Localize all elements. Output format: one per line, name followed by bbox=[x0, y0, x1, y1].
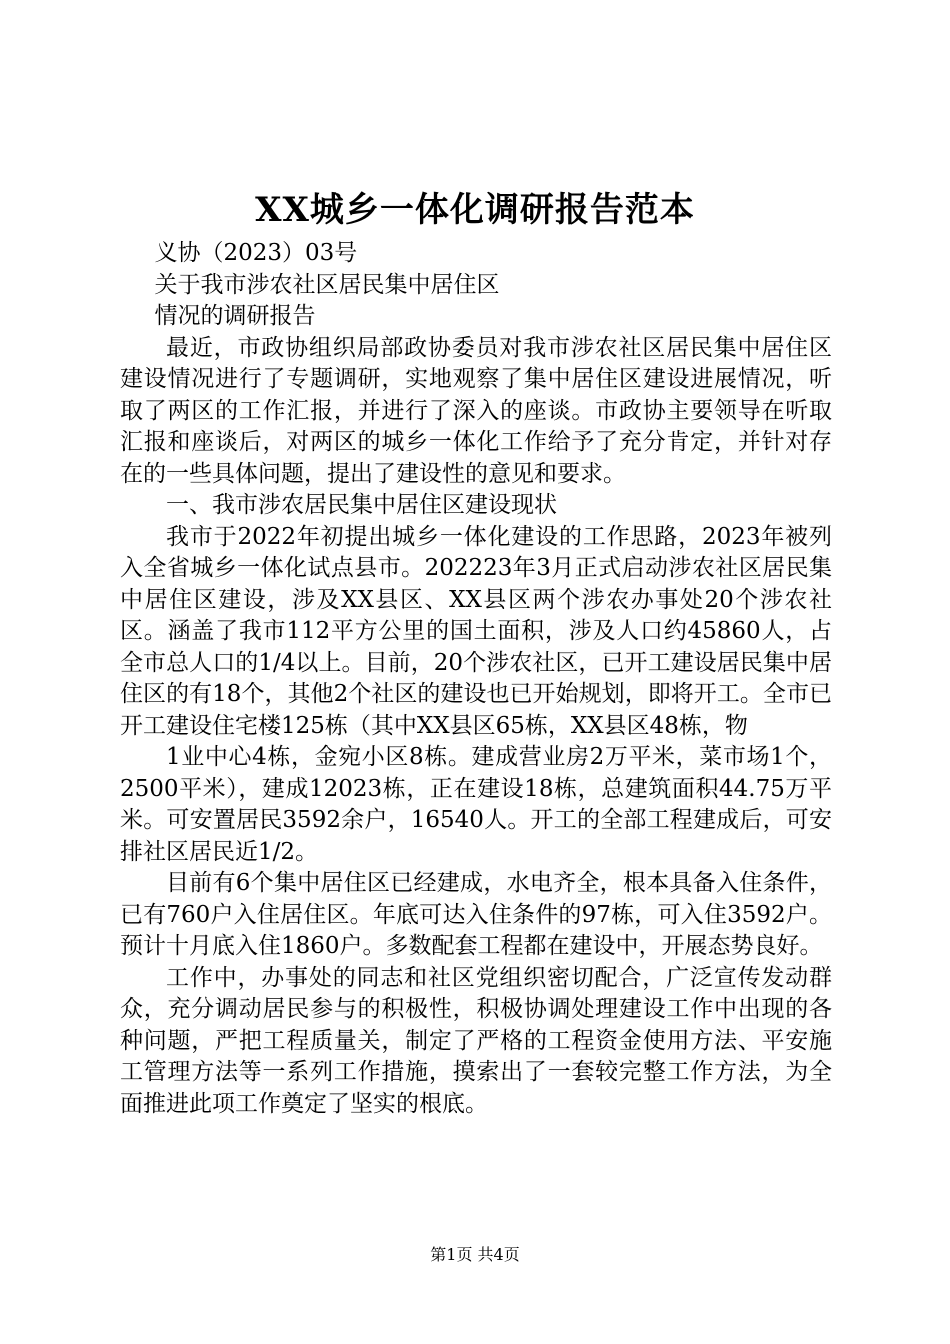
page-footer: 第1页 共4页 bbox=[430, 1245, 520, 1264]
document-title: XX城乡一体化调研报告范本 bbox=[255, 190, 695, 230]
section-heading-1: 一、我市涉农居民集中居住区建设现状 bbox=[166, 492, 557, 518]
doc-number: 义协（2023）03号 bbox=[154, 240, 358, 266]
paragraph-status-continued: 1业中心4栋，金宛小区8栋。建成营业房2万平米，菜市场1个，2500平米），建成12023栋，正在建设18栋，总建筑面积44.75万平米。可安置居民3592余户，16540人。开工的全部工程建成后，可安排社区居民近1/2。 bbox=[120, 744, 832, 865]
paragraph-work-methods: 工作中，办事处的同志和社区党组织密切配合，广泛宣传发动群众，充分调动居民参与的积极性，积极协调处理建设工作中出现的各种问题，严把工程质量关，制定了严格的工程资金使用方法、平安施工管理方法等一系列工作措施，摸索出了一套较完整工作方法，为全面推进此项工作奠定了坚实的根底。 bbox=[120, 964, 832, 1117]
paragraph-intro: 最近，市政协组织局部政协委员对我市涉农社区居民集中居住区建设情况进行了专题调研，实地观察了集中居住区建设进展情况，听取了两区的工作汇报，并进行了深入的座谈。市政协主要领导在听取汇报和座谈后，对两区的城乡一体化工作给予了充分肯定，并针对存在的一些具体问题，提出了建设性的意见和要求。 bbox=[120, 334, 832, 487]
subtitle-line-1: 关于我市涉农社区居民集中居住区 bbox=[154, 271, 500, 298]
paragraph-completed: 目前有6个集中居住区已经建成，水电齐全，根本具备入住条件，已有760户入住居住区。年底可达入住条件的97栋，可入住3592户。预计十月底入住1860户。多数配套工程都在建设中，开展态势良好。 bbox=[120, 870, 832, 959]
paragraph-status: 我市于2022年初提出城乡一体化建设的工作思路，2023年被列入全省城乡一体化试点县市。202223年3月正式启动涉农社区居民集中居住区建设，涉及XX县区、XX县区两个涉农办事处20个涉农社区。涵盖了我市112平方公里的国土面积，涉及人口约45860人，占全市总人口的1/4以上。目前，20个涉农社区，已开工建设居民集中居住区的有18个，其他2个社区的建设也已开始规划，即将开工。全市已开工建设住宅楼125栋（其中XX县区65栋，XX县区48栋，物 bbox=[120, 523, 832, 739]
document-body bbox=[120, 238, 832, 1120]
subtitle-line-2: 情况的调研报告 bbox=[154, 303, 316, 329]
